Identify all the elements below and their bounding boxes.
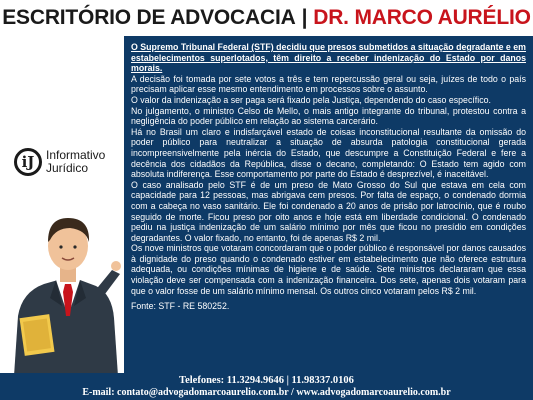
email-website: E-mail: contato@advogadomarcoaurelio.com.br / www.advogadomarcoaurelio.com.br <box>82 387 451 398</box>
article-paragraph: No julgamento, o ministro Celso de Mello, o mais antigo integrante do tribunal, protestou contra a negligência do poder público em relação ao sistema carcerário. <box>131 105 526 127</box>
firm-title: ESCRITÓRIO DE ADVOCACIA <box>2 6 296 29</box>
article-source: Fonte: STF - RE 580252. <box>131 301 230 312</box>
logo-line-2: Jurídico <box>46 161 89 175</box>
lawyer-name: DR. MARCO AURÉLIO <box>313 6 531 29</box>
article-paragraph: O caso analisado pelo STF é de um preso de Mato Grosso do Sul que estava em cela com capacidade para 12 pessoas, mas abrigava cem presos. Por falta de espaço, o condenado dormia com a cabeça no vaso sanitário. Ele foi condenado a 20 anos de prisão por latrocínio, que é roubo seguido de morte. Ficou preso por oito anos e hoje está em liberdade condicional. O condenado pediu na justiça indenização de um salário mínimo por mês que ficou no presídio em condições degradantes. O valor fixado, no entanto, foi de apenas R$ 2 mil. <box>131 179 526 243</box>
article-panel <box>124 36 533 373</box>
logo-mark-icon: iJ <box>14 148 42 176</box>
page-header <box>0 0 533 36</box>
header-separator: | <box>301 6 308 29</box>
article-paragraph: O valor da indenização a ser paga será fixado pela Justiça, dependendo do caso específico. <box>131 94 491 105</box>
left-column <box>0 36 124 373</box>
article-paragraph: A decisão foi tomada por sete votos a três e tem repercussão geral ou seja, juízes de todo o país precisam aplicar esse mesmo entendimento em processos sobre o assunto. <box>131 73 526 95</box>
phone-numbers: Telefones: 11.3294.9646 | 11.98337.0106 <box>179 375 354 386</box>
article-paragraph: Há no Brasil um claro e indisfarçável estado de coisas inconstitucional resultante da omissão do poder público para neutralizar a situação de absurda patologia constitucional gerada incompreensivelmente pela inércia do Estado, que descumpre a Constituição Federal e fere a decência dos cidadãos da República, disse o decano, completando: O Estado tem agido com absoluta indiferença. Esse comportamento por parte do Estado é desprezível, é inaceitável. <box>131 126 526 180</box>
lawyer-figure-icon <box>0 166 124 373</box>
logo-line-1: Informativo <box>46 148 106 162</box>
article-headline: O Supremo Tribunal Federal (STF) decidiu que presos submetidos a situação degradante e em estabelecimentos superlotados, têm direito a receber indenização do Estado por danos morais. <box>131 42 526 74</box>
contact-footer <box>0 373 533 400</box>
article-paragraph: Os nove ministros que votaram concordaram que o poder público é responsável por danos causados à dignidade do preso quando o condenado estiver em estabelecimento que não oferece estrutura adequada, ou condições mínimas de higiene e de saúde. Sete ministros declararam que essa violação deve ser compensada com a indenização financeira. Dos sete, apenas dois votaram para que o valor fosse de um salário mínimo mensal. Os outros cinco votaram pelos R$ 2 mil. <box>131 243 526 296</box>
